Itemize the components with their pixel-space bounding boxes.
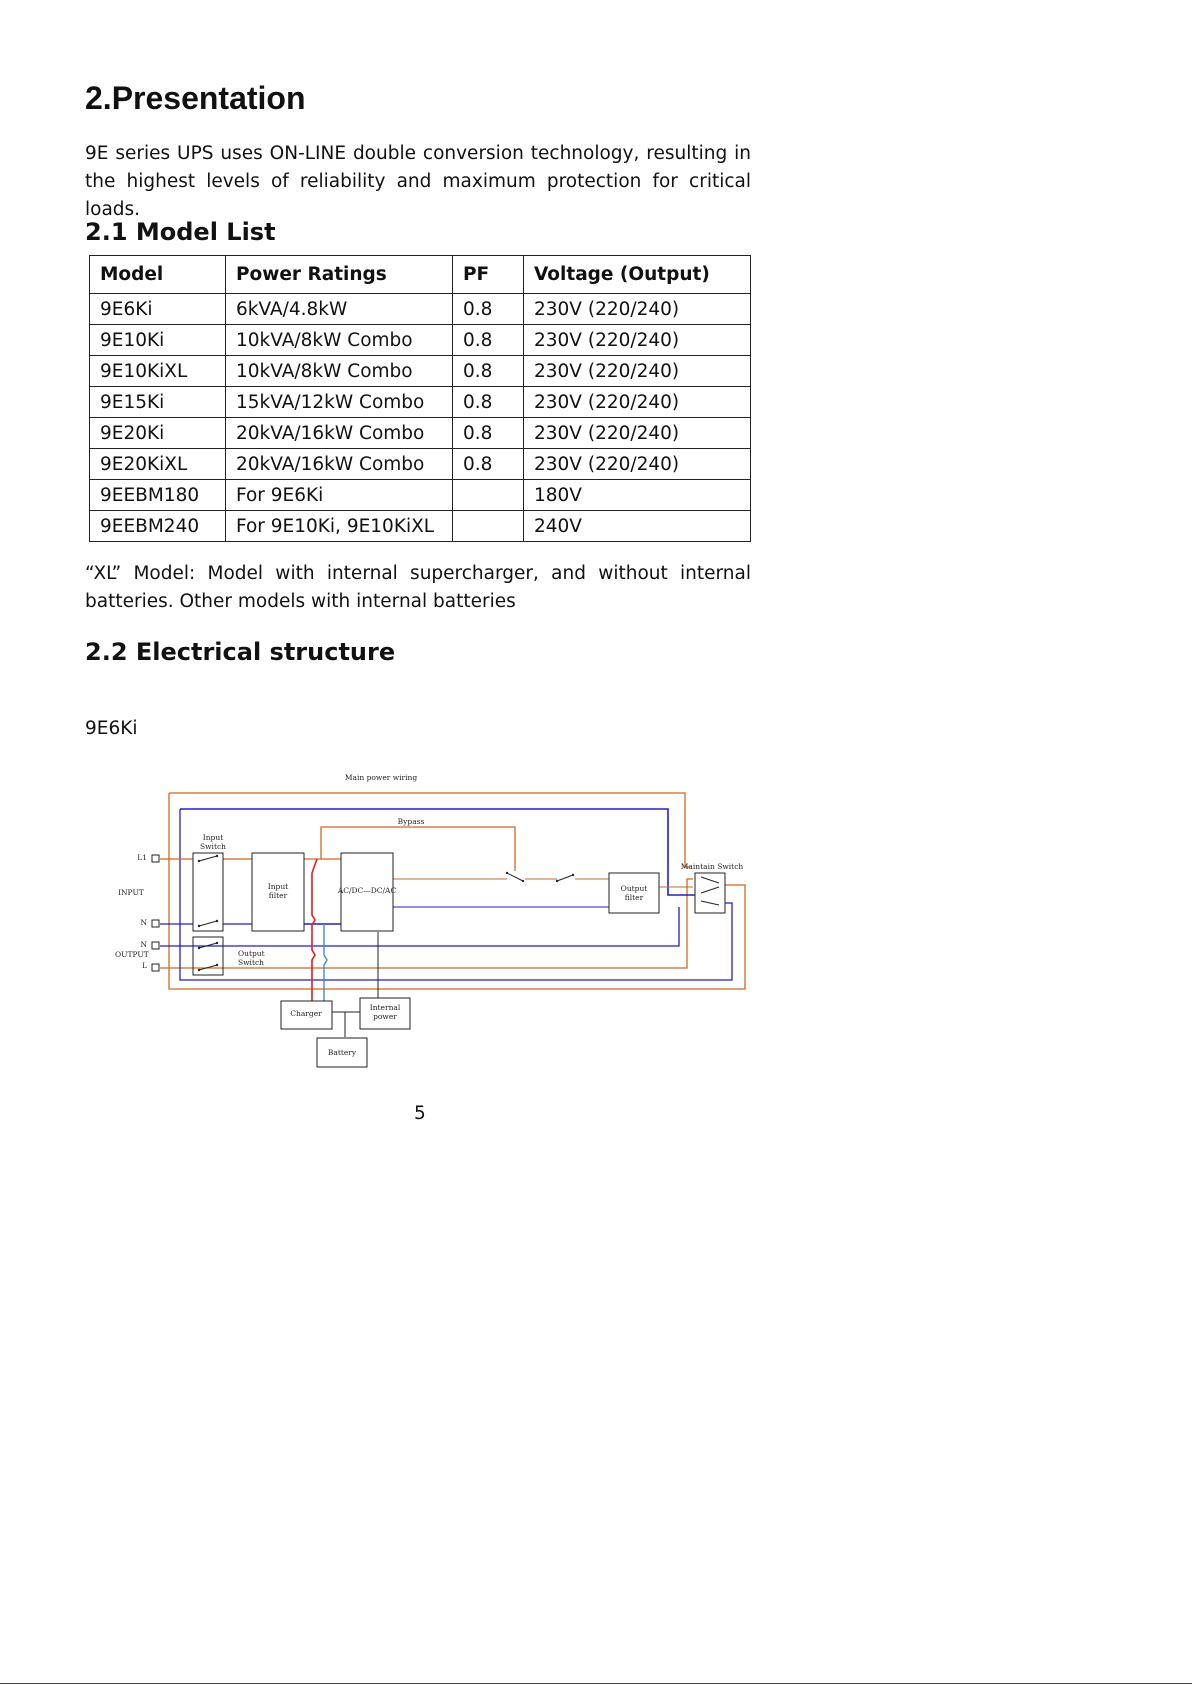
output-switch-label-2: Switch	[238, 958, 265, 967]
output-n-line	[160, 907, 679, 946]
output-switch-box	[193, 937, 223, 975]
table-cell: 9E20Ki	[90, 418, 226, 449]
table-cell: 0.8	[453, 387, 524, 418]
input-label: INPUT	[118, 888, 144, 897]
output-filter-label-2: filter	[624, 893, 644, 902]
table-cell: 9EEBM180	[90, 480, 226, 511]
maintain-switch-label: Maintain Switch	[680, 862, 744, 871]
input-switch-label-2: Switch	[199, 842, 227, 851]
model-list-table	[89, 255, 751, 542]
output-switch-label-1: Output	[238, 949, 265, 958]
table-cell: 9E20KiXL	[90, 449, 226, 480]
table-cell: 230V (220/240)	[524, 387, 751, 418]
input-filter-label-2: filter	[268, 891, 288, 900]
table-row	[90, 449, 751, 480]
table-header-cell: Power Ratings	[226, 256, 453, 294]
l-output-label: L	[142, 961, 147, 970]
table-cell: 240V	[524, 511, 751, 542]
table-cell: 0.8	[453, 356, 524, 387]
table-body	[90, 294, 751, 542]
table-cell: 230V (220/240)	[524, 325, 751, 356]
table-header-cell: Model	[90, 256, 226, 294]
maintain-switch-box	[695, 873, 725, 913]
section-heading-model-list: 2.1 Model List	[85, 218, 276, 246]
table-cell: 20kVA/16kW Combo	[226, 418, 453, 449]
table-cell: 9E10KiXL	[90, 356, 226, 387]
page-title: 2.Presentation	[85, 80, 306, 116]
n-input-label: N	[140, 918, 147, 927]
table-row	[90, 511, 751, 542]
table-cell: 10kVA/8kW Combo	[226, 325, 453, 356]
terminal-n-in	[152, 920, 159, 927]
table-row	[90, 418, 751, 449]
internal-power-label-1: Internal	[369, 1003, 401, 1012]
table-header-cell: Voltage (Output)	[524, 256, 751, 294]
main-power-wiring-line	[169, 793, 690, 867]
input-filter-label-1: Input	[267, 882, 289, 891]
table-row	[90, 480, 751, 511]
table-cell: 15kVA/12kW Combo	[226, 387, 453, 418]
page-number: 5	[414, 1103, 426, 1124]
table-cell: 230V (220/240)	[524, 418, 751, 449]
table-cell: 0.8	[453, 325, 524, 356]
table-cell: 9E10Ki	[90, 325, 226, 356]
table-cell	[453, 480, 524, 511]
table-cell: For 9E10Ki, 9E10KiXL	[226, 511, 453, 542]
bypass-line	[321, 827, 515, 871]
table-cell: 230V (220/240)	[524, 294, 751, 325]
input-switch-label-1: Input	[202, 833, 224, 842]
table-row	[90, 387, 751, 418]
table-row	[90, 356, 751, 387]
table-cell: 230V (220/240)	[524, 449, 751, 480]
bottom-divider	[0, 1683, 1192, 1684]
table-cell: 0.8	[453, 294, 524, 325]
intro-paragraph: 9E series UPS uses ON-LINE double conversion technology, resulting in the highest levels of reliability and maximum protection for critical loads.	[85, 143, 751, 220]
table-cell: 10kVA/8kW Combo	[226, 356, 453, 387]
table-cell: 20kVA/16kW Combo	[226, 449, 453, 480]
internal-power-label-2: power	[373, 1012, 397, 1021]
diagram-model-label: 9E6Ki	[85, 718, 138, 739]
terminal-l1	[152, 855, 159, 862]
table-cell: 9E6Ki	[90, 294, 226, 325]
input-switch-box	[193, 853, 223, 931]
battery-label: Battery	[327, 1048, 357, 1057]
table-cell: 9E15Ki	[90, 387, 226, 418]
main-power-wiring-label: Main power wiring	[344, 773, 418, 782]
terminal-n-out	[152, 942, 159, 949]
output-filter-label-1: Output	[620, 884, 648, 893]
terminal-l-out	[152, 964, 159, 971]
table-header-cell: PF	[453, 256, 524, 294]
electrical-structure-diagram	[105, 765, 755, 1075]
section-heading-electrical: 2.2 Electrical structure	[85, 638, 396, 666]
table-header-row	[90, 256, 751, 294]
table-cell: 0.8	[453, 449, 524, 480]
charger-label: Charger	[290, 1009, 322, 1018]
table-row	[90, 325, 751, 356]
bypass-label: Bypass	[397, 817, 425, 826]
l1-label: L1	[137, 853, 147, 862]
blue-neutral-loop	[180, 809, 695, 895]
output-label: OUTPUT	[115, 950, 149, 959]
converter-label: AC/DC—DC/AC	[337, 886, 397, 895]
table-row	[90, 294, 751, 325]
table-cell	[453, 511, 524, 542]
table-cell: 230V (220/240)	[524, 356, 751, 387]
n-output-label: N	[140, 940, 147, 949]
table-cell: 180V	[524, 480, 751, 511]
table-cell: For 9E6Ki	[226, 480, 453, 511]
table-cell: 0.8	[453, 418, 524, 449]
xl-model-note: “XL” Model: Model with internal supercharger, and without internal batteries. Other models with internal batteries	[85, 563, 751, 612]
table-cell: 9EEBM240	[90, 511, 226, 542]
table-cell: 6kVA/4.8kW	[226, 294, 453, 325]
